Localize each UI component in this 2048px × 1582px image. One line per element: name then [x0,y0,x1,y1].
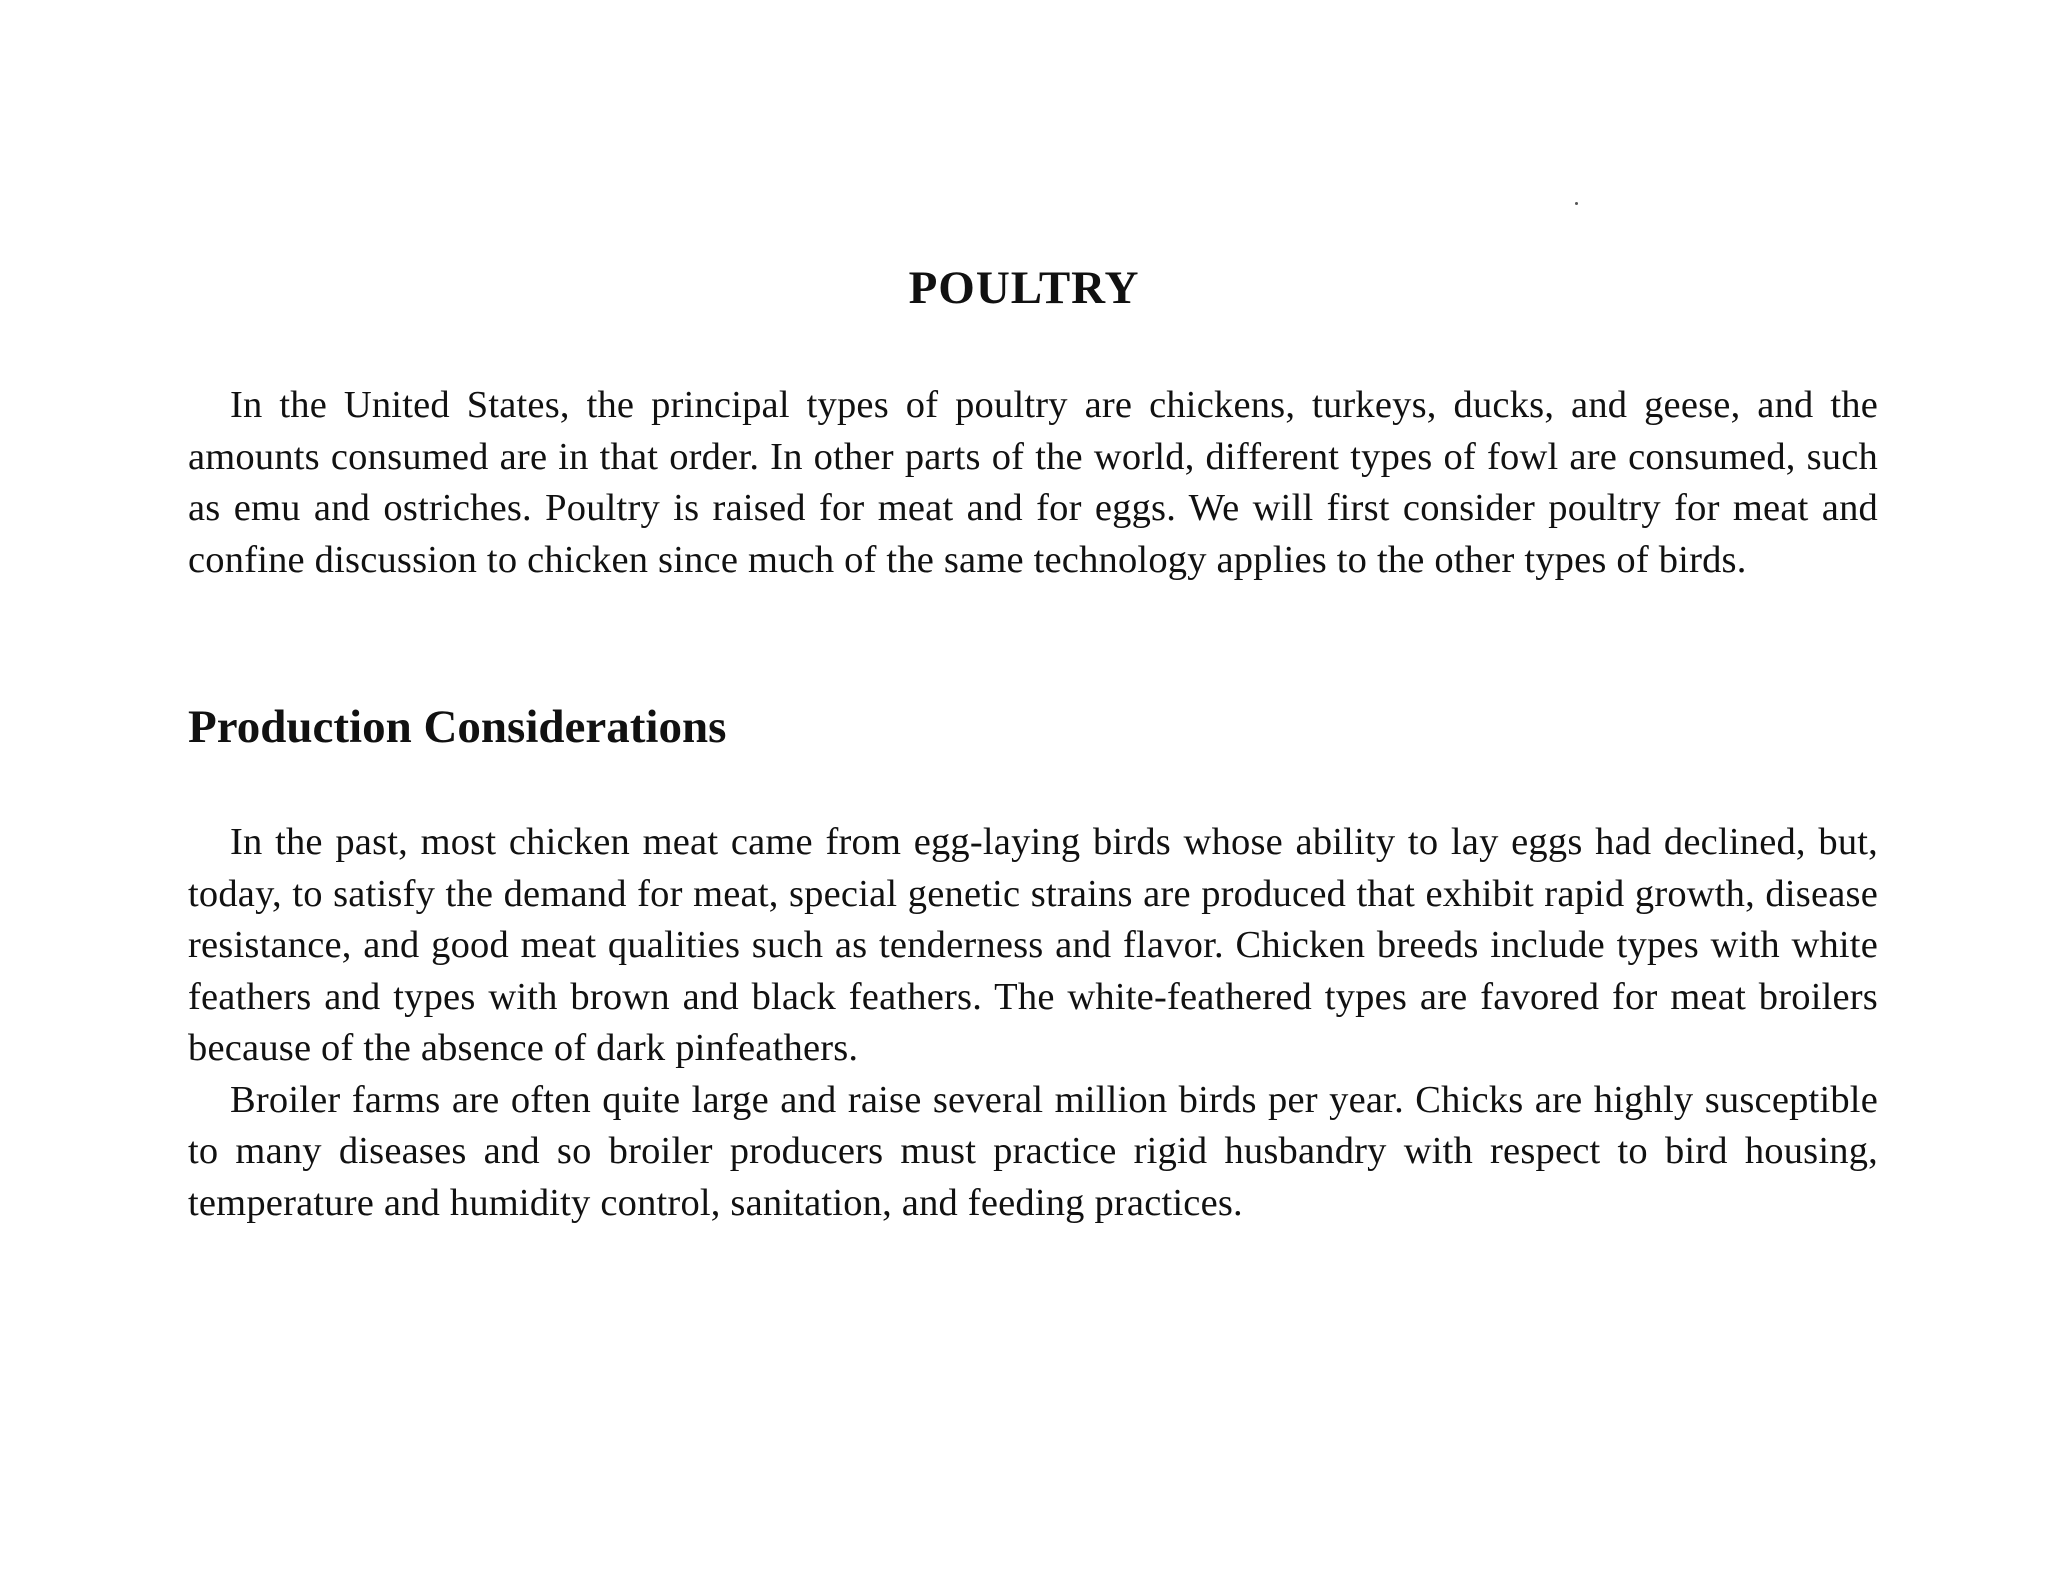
scan-speck [1575,202,1578,205]
section-heading: Production Considerations [188,701,727,753]
page-title: POULTRY [908,262,1140,314]
section-body [188,817,1878,1229]
section-paragraph-1: In the past, most chicken meat came from egg-laying birds whose ability to lay eggs had declined, but, today, to satisfy the demand for meat, special genetic strains are produced that exhibit rapid growth, disease resistance, and good meat qualities such as tenderness and flavor. Chicken breeds include types with white feathers and types with brown and black feathers. The white-feathered types are favored for meat broilers because of the absence of dark pinfeathers. [188,821,1878,1069]
intro-paragraph: In the United States, the principal types of poultry are chickens, turkeys, ducks, and geese, and the amounts consumed are in that order. In other parts of the world, different types of fowl are consumed, such as emu and ostriches. Poultry is raised for meat and for eggs. We will first consider poultry for meat and confine discussion to chicken since much of the same technology applies to the other types of birds. [188,384,1878,581]
section-paragraph-2: Broiler farms are often quite large and raise several million birds per year. Chicks are highly susceptible to many diseases and so broiler producers must practice rigid husbandry with respect to bird housing, temperature and humidity control, sanitation, and feeding practices. [188,1078,1878,1224]
intro-section [188,380,1878,586]
